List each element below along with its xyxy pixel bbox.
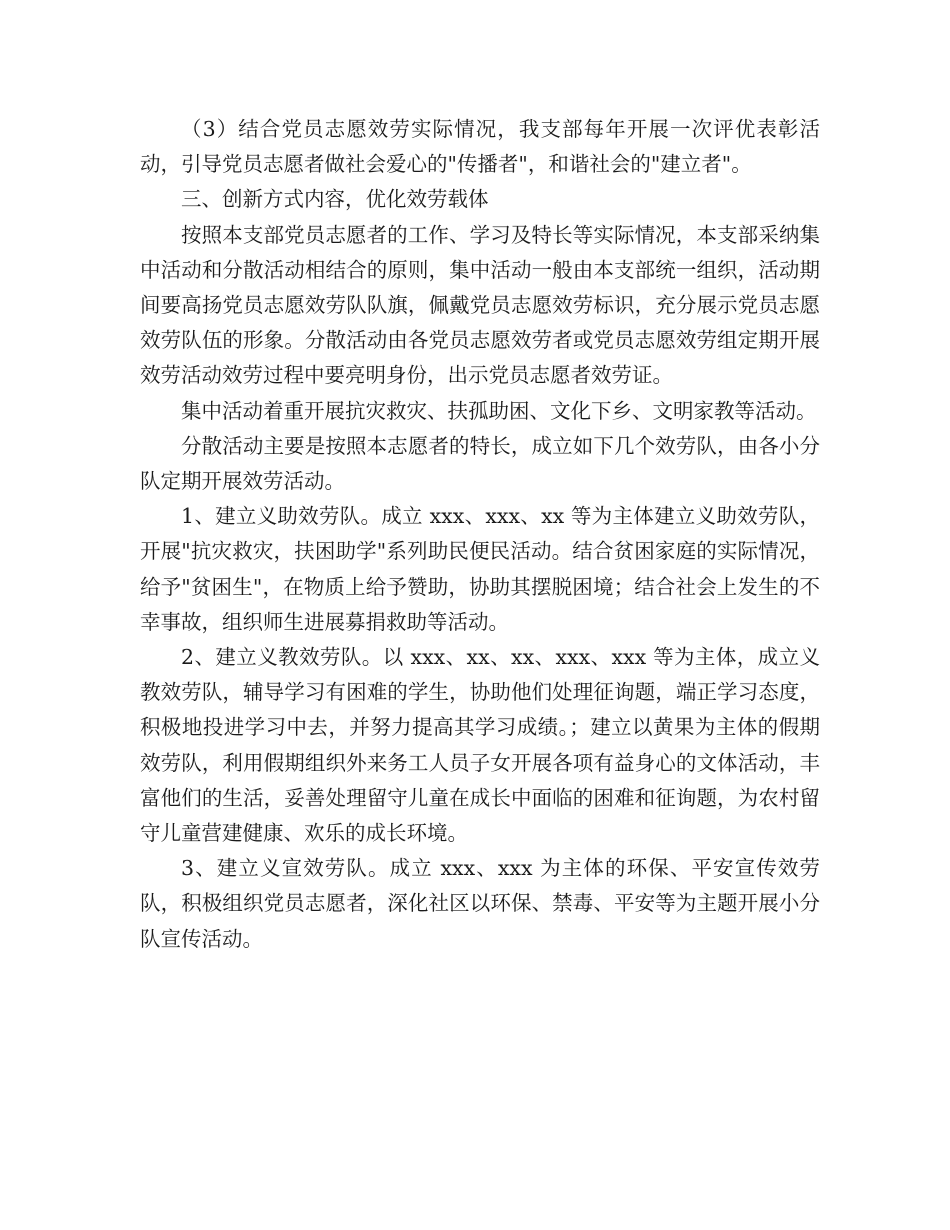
paragraph-evaluation-activity: （3）结合党员志愿效劳实际情况，我支部每年开展一次评优表彰活动，引导党员志愿者做社会爱心的"传播者"，和谐社会的"建立者"。 [140,117,820,177]
paragraph-decentralized-activities: 分散活动主要是按照本志愿者的特长，成立如下几个效劳队，由各小分队定期开展效劳活动。 [140,433,820,494]
paragraph-aid-team: 1、建立义助效劳队。成立 xxx、xxx、xx 等为主体建立义助效劳队，开展"抗灾救灾，扶困助学"系列助民便民活动。结合贫困家庭的实际情况，给予"贫困生"，在物质上给予赞助，协助其摆脱困境；结合社会上发生的不幸事故，组织师生进展募捐救助等活动。 [140,504,820,634]
paragraph-centralized-activities: 集中活动着重开展抗灾救灾、扶孤助困、文化下乡、文明家教等活动。 [181,398,817,423]
paragraph-activity-principle: 按照本支部党员志愿者的工作、学习及特长等实际情况，本支部采纳集中活动和分散活动相结合的原则，集中活动一般由本支部统一组织，活动期间要高扬党员志愿效劳队队旗，佩戴党员志愿效劳标识，充分展示党员志愿效劳队伍的形象。分散活动由各党员志愿效劳者或党员志愿效劳组定期开展效劳活动效劳过程中要亮明身份，出示党员志愿者效劳证。 [140,222,820,388]
paragraph-teaching-team: 2、建立义教效劳队。以 xxx、xx、xx、xxx、xxx 等为主体，成立义教效劳队，辅导学习有困难的学生，协助他们处理征询题，端正学习态度，积极地投进学习中去，并努力提高其学习成绩。；建立以黄果为主体的假期效劳队，利用假期组织外来务工人员子女开展各项有益身心的文体活动，丰富他们的生活，妥善处理留守儿童在成长中面临的困难和征询题，为农村留守儿童营建健康、欢乐的成长环境。 [140,645,820,846]
section-heading-innovation: 三、创新方式内容，优化效劳载体 [181,187,489,212]
document-body [140,112,820,957]
paragraph-publicity-team: 3、建立义宣效劳队。成立 xxx、xxx 为主体的环保、平安宣传效劳队，积极组织党员志愿者，深化社区以环保、禁毒、平安等为主题开展小分队宣传活动。 [140,856,820,951]
